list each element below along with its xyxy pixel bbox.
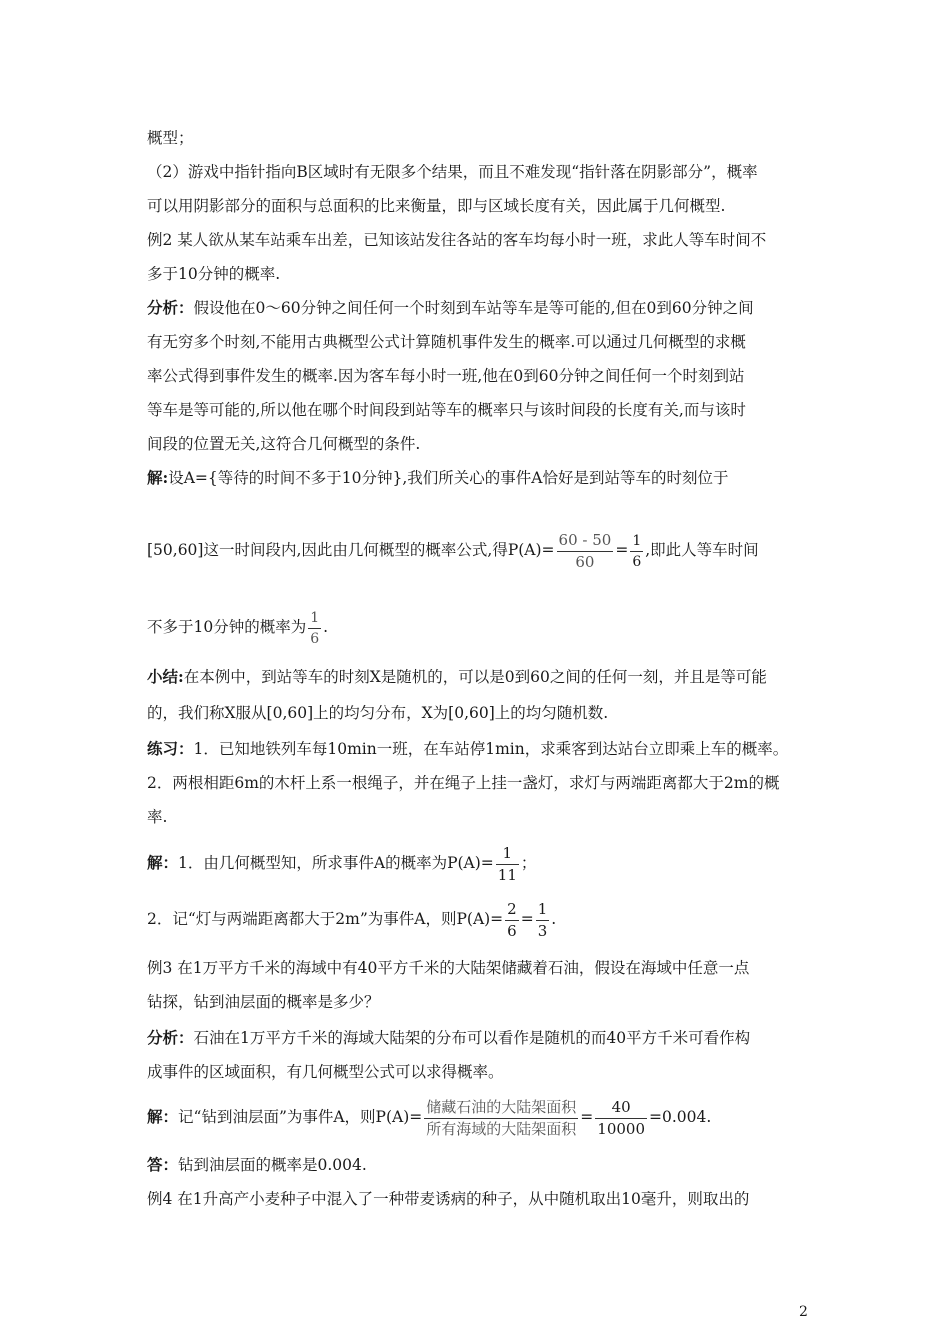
analysis-paragraph: 分析：假设他在0～60分钟之间任何一个时刻到车站等车是等可能的,但在0到60分钟之间 bbox=[147, 298, 754, 317]
solution-label: 解: bbox=[147, 468, 169, 487]
summary-paragraph: 小结:在本例中，到站等车的时刻X是随机的，可以是0到60之间的任何一刻，并且是等可能 bbox=[147, 667, 767, 686]
fraction: $\frac{\text{储藏石油的大陆架面积}}{\text{所有海域的大陆架面积}}$ bbox=[426, 1097, 577, 1138]
text-line: 可以用阴影部分的面积与总面积的比来衡量，即与区域长度有关，因此属于几何概型. bbox=[147, 197, 726, 215]
text-line: （2）游戏中指针指向B区域时有无限多个结果，而且不难发现“指针落在阴影部分”，概率 bbox=[147, 163, 758, 181]
text-line: 概型； bbox=[147, 129, 194, 147]
fraction: $\frac{60 - 50}{60}$ bbox=[558, 530, 612, 571]
answer-paragraph: 答：钻到油层面的概率是0.004. bbox=[147, 1155, 367, 1174]
solution-paragraph: 解:设A={等待的时间不多于10分钟},我们所关心的事件A恰好是到站等车的时刻位于 bbox=[147, 468, 729, 487]
text-line: 的，我们称X服从[0,60]上的均匀分布，X为[0,60]上的均匀随机数. bbox=[147, 704, 609, 722]
text-line: 有无穷多个时刻,不能用古典概型公式计算随机事件发生的概率.可以通过几何概型的求概 bbox=[147, 333, 746, 351]
text-line: 间段的位置无关,这符合几何概型的条件. bbox=[147, 435, 421, 453]
exercise-paragraph: 练习：1．已知地铁列车每10min一班，在车站停1min，求乘客到达站台立即乘上车的概率。 bbox=[147, 739, 789, 758]
formula-line: 解：记“钻到油层面”为事件A，则P(A)= $\frac{\text{储藏石油的大陆架面积}}{\text{所有海域的大陆架面积}}$ = $\frac{40}{10000}$ =0.004. bbox=[147, 1097, 712, 1138]
answer-label: 答： bbox=[147, 1155, 179, 1174]
text-line: 率公式得到事件发生的概率.因为客车每小时一班,他在0到60分钟之间任何一个时刻到站 bbox=[147, 367, 745, 385]
example-3-heading: 例3 在1万平方千米的海域中有40平方千米的大陆架储藏着石油，假设在海域中任意一点 bbox=[147, 959, 750, 977]
summary-label: 小结: bbox=[147, 667, 184, 686]
fraction: $\frac{2}{6}$ bbox=[507, 899, 517, 940]
analysis-paragraph: 分析：石油在1万平方千米的海域大陆架的分布可以看作是随机的而40平方千米可看作构 bbox=[147, 1028, 751, 1047]
fraction: $\frac{40}{10000}$ bbox=[597, 1097, 645, 1138]
fraction: $\frac{1}{6}$ bbox=[310, 609, 320, 647]
fraction: $\frac{1}{11}$ bbox=[497, 843, 517, 884]
text-line: 多于10分钟的概率. bbox=[147, 265, 281, 283]
formula-line: 2．记“灯与两端距离都大于2m”为事件A，则P(A)= $\frac{2}{6}$ = $\frac{1}{3}$ . bbox=[147, 899, 557, 940]
formula-line: [50,60]这一时间段内,因此由几何概型的概率公式,得P(A)= $\frac{60 - 50}{60}$ = $\frac{1}{6}$ ,即此人等车时间 bbox=[147, 530, 759, 571]
fraction: $\frac{1}{6}$ bbox=[632, 532, 642, 570]
formula-line: 不多于10分钟的概率为 $\frac{1}{6}$ . bbox=[147, 609, 329, 647]
fraction: $\frac{1}{3}$ bbox=[537, 899, 548, 940]
text-line: 钻探，钻到油层面的概率是多少？ bbox=[147, 993, 380, 1011]
exercise-label: 练习： bbox=[147, 739, 194, 758]
text-line: 成事件的区域面积，有几何概型公式可以求得概率。 bbox=[147, 1063, 504, 1081]
analysis-label: 分析： bbox=[147, 1028, 194, 1047]
text-line: 率. bbox=[147, 808, 168, 826]
text-line: 等车是等可能的,所以他在哪个时间段到站等车的概率只与该时间段的长度有关,而与该时 bbox=[147, 401, 746, 419]
solution-label: 解： bbox=[147, 1107, 179, 1126]
page-number: 2 bbox=[799, 1304, 808, 1320]
formula-line: 解：1．由几何概型知，所求事件A的概率为P(A)= $\frac{1}{11}$ ； bbox=[147, 843, 537, 884]
example-2-heading: 例2 某人欲从某车站乘车出差，已知该站发往各站的客车均每小时一班，求此人等车时间不 bbox=[147, 231, 767, 249]
text-line: 2．两根相距6m的木杆上系一根绳子，并在绳子上挂一盏灯，求灯与两端距离都大于2m的概 bbox=[147, 774, 780, 792]
analysis-label: 分析： bbox=[147, 298, 194, 317]
solution-label: 解： bbox=[147, 853, 179, 872]
example-4-heading: 例4 在1升高产小麦种子中混入了一种带麦诱病的种子，从中随机取出10毫升，则取出的 bbox=[147, 1190, 750, 1208]
